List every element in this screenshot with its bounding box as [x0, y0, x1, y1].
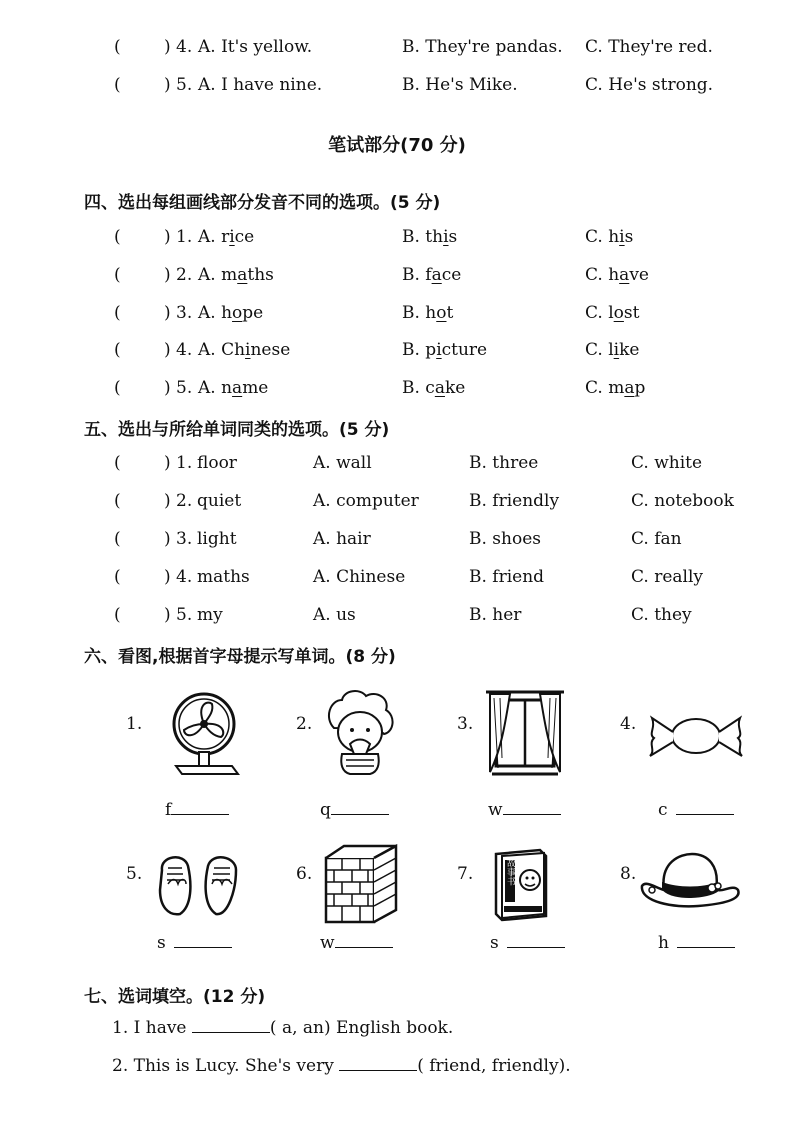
- option-b: B. hot: [402, 303, 454, 323]
- question-number: ): [164, 529, 171, 549]
- hat-icon: [638, 852, 742, 910]
- option-b: B. picture: [402, 340, 488, 360]
- fill-blank[interactable]: [339, 1056, 417, 1071]
- question-row: [0, 529, 794, 559]
- answer-blank[interactable]: [320, 800, 389, 820]
- hint-letter: s: [490, 933, 499, 953]
- answer-paren-open[interactable]: (: [114, 265, 121, 285]
- fan-icon: [166, 690, 246, 778]
- option-a: A. Chinese: [313, 567, 406, 587]
- picture-number: 5.: [126, 864, 143, 884]
- question-number: ): [164, 605, 171, 625]
- fill-blank[interactable]: [192, 1018, 270, 1033]
- option-a: A. hair: [313, 529, 371, 549]
- option-a: A. name: [198, 378, 269, 398]
- option-b: B. shoes: [469, 529, 541, 549]
- question-number: ): [164, 453, 171, 473]
- hint-letter: h: [658, 933, 669, 953]
- question-number: 4.: [176, 567, 193, 587]
- question-number: 4.: [176, 340, 193, 360]
- storybook-icon: [492, 846, 552, 922]
- question-row: [0, 567, 794, 597]
- option-a: A. us: [313, 605, 356, 625]
- answer-paren-open[interactable]: (: [114, 529, 121, 549]
- answer-blank[interactable]: [490, 933, 565, 953]
- option-b: B. this: [402, 227, 458, 247]
- picture-number: 2.: [296, 714, 313, 734]
- question-row: [0, 75, 794, 105]
- option-c: C. lost: [585, 303, 640, 323]
- question-row: [0, 303, 794, 333]
- sentence-start: 2. This is Lucy. She's very: [112, 1056, 340, 1076]
- option-c: C. map: [585, 378, 646, 398]
- answer-paren-open[interactable]: (: [114, 453, 121, 473]
- given-word: maths: [197, 567, 250, 587]
- hint-letter: w: [488, 800, 503, 820]
- option-b: B. friendly: [469, 491, 560, 511]
- question-row: [0, 491, 794, 521]
- option-b: B. friend: [469, 567, 545, 587]
- fill-in-sentence: [112, 1018, 453, 1038]
- question-row: [0, 37, 794, 67]
- question-number: ): [164, 491, 171, 511]
- answer-paren-open[interactable]: (: [114, 491, 121, 511]
- question-number: ): [164, 567, 171, 587]
- question-number: 5.: [176, 378, 193, 398]
- hint-letter: f: [165, 800, 172, 820]
- option-a: A. Chinese: [198, 340, 291, 360]
- option-a: A. hope: [198, 303, 264, 323]
- answer-paren-open[interactable]: (: [114, 378, 121, 398]
- question-row: [0, 453, 794, 483]
- hint-letter: q: [320, 800, 331, 820]
- picture-number: 3.: [457, 714, 474, 734]
- given-word: my: [197, 605, 223, 625]
- window-icon: [484, 688, 566, 778]
- fill-in-sentence: [112, 1056, 571, 1076]
- question-number: 4.: [176, 37, 193, 57]
- picture-number: 6.: [296, 864, 313, 884]
- option-b: B. three: [469, 453, 539, 473]
- hint-letter: c: [658, 800, 668, 820]
- answer-blank[interactable]: [320, 933, 393, 953]
- section-7-title: 七、选词填空。(12 分): [84, 987, 266, 1007]
- option-a: A. I have nine.: [198, 75, 323, 95]
- answer-paren-open[interactable]: (: [114, 303, 121, 323]
- option-c: C. white: [631, 453, 703, 473]
- sentence-end: ( friend, friendly).: [417, 1056, 571, 1076]
- picture-number: 4.: [620, 714, 637, 734]
- section-6-title: 六、看图,根据首字母提示写单词。(8 分): [84, 647, 396, 667]
- option-a: A. maths: [198, 265, 274, 285]
- option-c: C. notebook: [631, 491, 734, 511]
- question-number: 1.: [176, 227, 193, 247]
- hint-letter: s: [157, 933, 166, 953]
- candy-icon: [644, 714, 748, 758]
- answer-blank[interactable]: [658, 800, 734, 820]
- answer-paren-open[interactable]: (: [114, 340, 121, 360]
- option-c: C. really: [631, 567, 704, 587]
- answer-paren-open[interactable]: (: [114, 75, 121, 95]
- answer-paren-open[interactable]: (: [114, 567, 121, 587]
- option-b: B. cake: [402, 378, 466, 398]
- answer-blank[interactable]: [658, 933, 735, 953]
- section-5-title: 五、选出与所给单词同类的选项。(5 分): [84, 420, 390, 440]
- option-a: A. computer: [313, 491, 419, 511]
- question-number: ): [164, 303, 171, 323]
- answer-paren-open[interactable]: (: [114, 605, 121, 625]
- option-c: C. like: [585, 340, 640, 360]
- written-part-title: 笔试部分(70 分): [328, 135, 466, 156]
- option-a: A. rice: [198, 227, 255, 247]
- question-number: ): [164, 340, 171, 360]
- question-number: 1.: [176, 453, 193, 473]
- answer-paren-open[interactable]: (: [114, 227, 121, 247]
- question-number: 2.: [176, 491, 193, 511]
- question-number: 5.: [176, 605, 193, 625]
- question-row: [0, 378, 794, 408]
- picture-number: 1.: [126, 714, 143, 734]
- sentence-end: ( a, an) English book.: [269, 1018, 454, 1038]
- question-number: 3.: [176, 529, 193, 549]
- question-number: ): [164, 227, 171, 247]
- given-word: quiet: [197, 491, 242, 511]
- given-word: light: [197, 529, 237, 549]
- answer-blank[interactable]: [488, 800, 561, 820]
- question-row: [0, 340, 794, 370]
- picture-number: 7.: [457, 864, 474, 884]
- option-c: C. They're red.: [585, 37, 713, 57]
- answer-blank[interactable]: [165, 800, 229, 820]
- option-c: C. He's strong.: [585, 75, 714, 95]
- book-title-text: 故事书: [505, 858, 515, 886]
- question-number: 2.: [176, 265, 193, 285]
- question-number: ): [164, 265, 171, 285]
- question-row: [0, 265, 794, 295]
- option-b: B. They're pandas.: [402, 37, 563, 57]
- section-4-title: 四、选出每组画线部分发音不同的选项。(5 分): [84, 193, 441, 213]
- question-number: 5.: [176, 75, 193, 95]
- option-b: B. face: [402, 265, 462, 285]
- option-c: C. they: [631, 605, 692, 625]
- answer-paren-open[interactable]: (: [114, 37, 121, 57]
- option-c: C. fan: [631, 529, 682, 549]
- shoes-icon: [154, 850, 242, 918]
- question-row: [0, 227, 794, 257]
- picture-number: 8.: [620, 864, 637, 884]
- answer-blank[interactable]: [157, 933, 232, 953]
- question-number: ): [164, 37, 171, 57]
- sentence-start: 1. I have: [112, 1018, 192, 1038]
- option-a: A. It's yellow.: [198, 37, 313, 57]
- wall-icon: [322, 844, 400, 924]
- option-a: A. wall: [313, 453, 372, 473]
- question-number: 3.: [176, 303, 193, 323]
- option-c: C. his: [585, 227, 634, 247]
- question-row: [0, 605, 794, 635]
- option-c: C. have: [585, 265, 649, 285]
- question-number: ): [164, 378, 171, 398]
- option-b: B. He's Mike.: [402, 75, 518, 95]
- quiet-girl-icon: [320, 688, 400, 780]
- option-b: B. her: [469, 605, 522, 625]
- hint-letter: w: [320, 933, 335, 953]
- question-number: ): [164, 75, 171, 95]
- given-word: floor: [197, 453, 237, 473]
